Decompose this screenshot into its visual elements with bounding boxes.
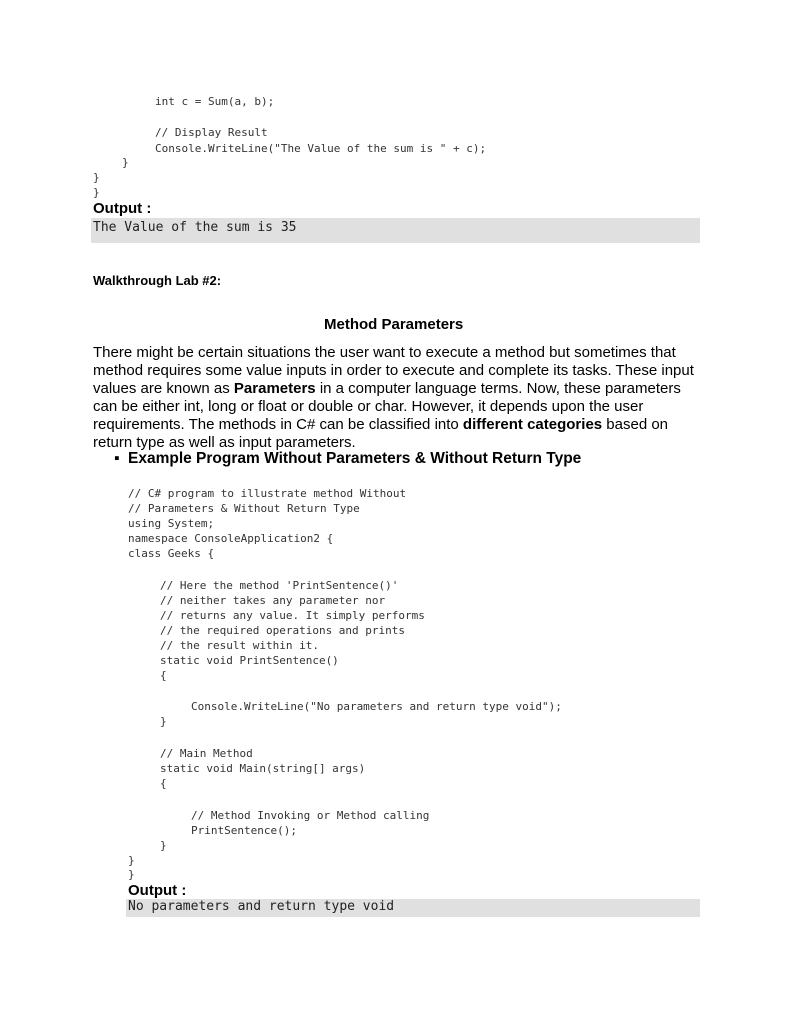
code-brace: } — [122, 156, 129, 169]
code-brace: } — [93, 186, 100, 199]
code-line: // Parameters & Without Return Type — [128, 502, 360, 515]
code-line: static void Main(string[] args) — [160, 762, 366, 775]
section-title: Method Parameters — [324, 316, 464, 333]
paragraph-text: There might be certain situations the user want to execute a method but sometimes that method requires some value inputs in order to execute and complete its tasks. These input values are known as — [93, 344, 694, 397]
output-text: No parameters and return type void — [128, 899, 395, 914]
code-line: Console.WriteLine("No parameters and return type void"); — [191, 700, 562, 713]
code-line: Console.WriteLine("The Value of the sum is " + c); — [155, 142, 487, 155]
code-line: // Method Invoking or Method calling — [191, 809, 430, 822]
bullet-text: Example Program Without Parameters & Without Return Type — [128, 450, 582, 467]
code-line: PrintSentence(); — [191, 824, 297, 837]
bullet-icon: ▪ — [114, 450, 120, 467]
code-line: // the result within it. — [160, 639, 319, 652]
code-brace: { — [160, 777, 167, 790]
bullet-heading — [114, 450, 581, 468]
code-brace: } — [160, 839, 167, 852]
code-line: // neither takes any parameter nor — [160, 594, 386, 607]
code-line: // the required operations and prints — [160, 624, 406, 637]
code-line: // C# program to illustrate method Without — [128, 487, 407, 500]
output-box — [126, 899, 700, 917]
code-line: namespace ConsoleApplication2 { — [128, 532, 334, 545]
output-label: Output : — [93, 200, 152, 217]
paragraph-text: based on return type as well as input parameters. — [93, 416, 669, 451]
code-line: // Main Method — [160, 747, 253, 760]
paragraph-bold: different categories — [462, 416, 603, 433]
code-line: int c = Sum(a, b); — [155, 95, 275, 108]
lab-heading: Walkthrough Lab #2: — [93, 273, 222, 288]
code-brace: } — [93, 171, 100, 184]
code-brace: } — [160, 715, 167, 728]
code-line: // Display Result — [155, 126, 268, 139]
code-line: // Here the method 'PrintSentence()' — [160, 579, 399, 592]
output-label: Output : — [128, 882, 187, 899]
paragraph-bold: Parameters — [233, 380, 316, 397]
code-brace: } — [128, 854, 135, 867]
code-line: static void PrintSentence() — [160, 654, 339, 667]
code-brace: { — [160, 669, 167, 682]
code-line: // returns any value. It simply performs — [160, 609, 425, 622]
output-box — [91, 218, 700, 243]
body-paragraph — [93, 344, 703, 452]
code-brace: } — [128, 868, 135, 881]
paragraph-text: in a computer language terms. Now, these parameters can be either int, long or float or double or char. However, it depends upon the user requirements. The methods in C# can be classified into — [93, 380, 681, 433]
code-line: class Geeks { — [128, 547, 215, 560]
output-text: The Value of the sum is 35 — [93, 220, 297, 235]
code-line: using System; — [128, 517, 215, 530]
